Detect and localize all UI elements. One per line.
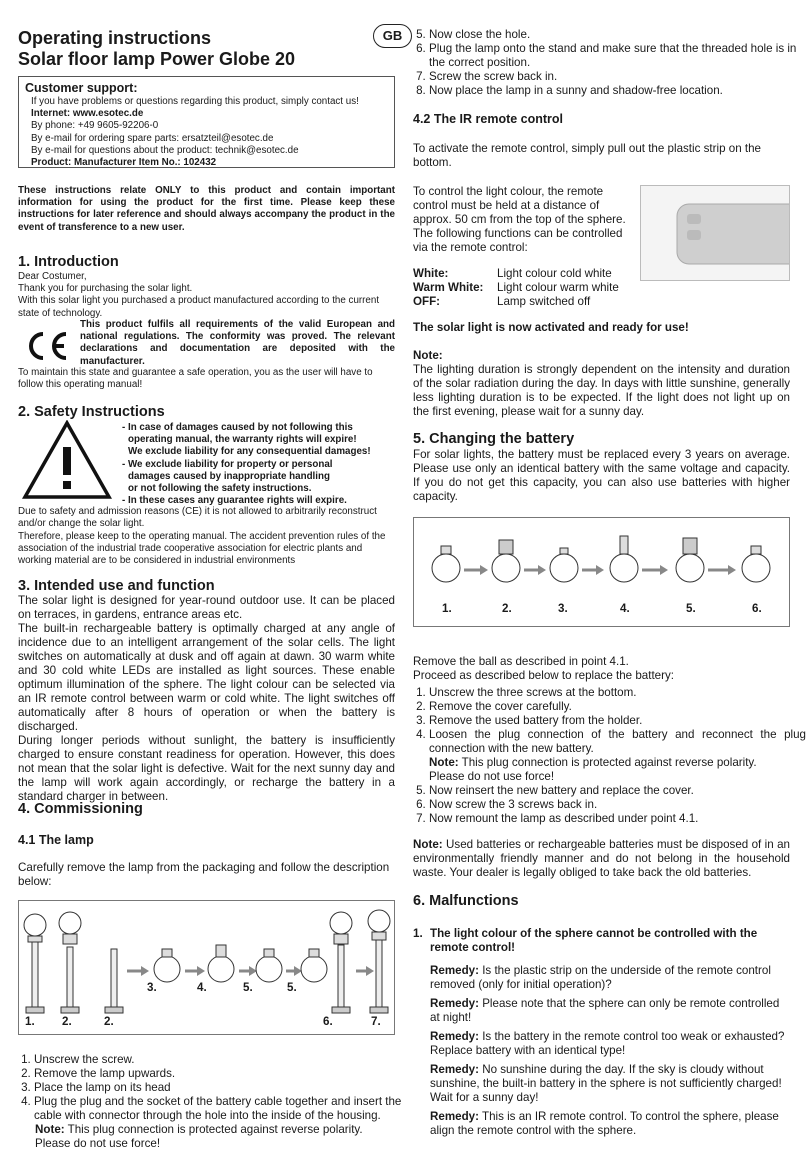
battery-heading: 5. Changing the battery bbox=[413, 431, 575, 447]
remedy-label: Remedy: bbox=[430, 964, 479, 977]
country-badge: GB bbox=[373, 24, 412, 48]
intended-p2: The built-in rechargeable battery is optimally charged at any angle of incidence due to an intelligent arrangement of the solar cells. The light switches on automatically at dusk and off again at dawn. 30 warm white and 30 cold white LEDs are installed as light sources. These enable optimum illumination of the sphere. The light colour can be selected via an IR remote control between warm or cold white. The light switches off automatically after 8 hours of operation or when the battery is discharged. bbox=[18, 622, 395, 733]
lamp-intro: Carefully remove the lamp from the packaging and follow the description below: bbox=[18, 861, 390, 888]
function-key: White: bbox=[413, 267, 449, 280]
remote-control-photo bbox=[640, 185, 790, 281]
function-value: Lamp switched off bbox=[497, 295, 591, 308]
support-spare-email: By e-mail for ordering spare parts: ersatzteil@esotec.de bbox=[31, 132, 274, 144]
remote-note-heading: Note: bbox=[413, 349, 443, 362]
battery-remove: Remove the ball as described in point 4.1. bbox=[413, 655, 629, 668]
figure-label: 2. bbox=[104, 1015, 114, 1028]
battery-step: 5. Now reinsert the new battery and replace the cover. bbox=[429, 784, 806, 798]
figure-label: 1. bbox=[442, 602, 452, 615]
figure-label: 3. bbox=[558, 602, 568, 615]
function-value: Light colour warm white bbox=[497, 281, 619, 294]
safety-bullet: - In case of damages caused by not following this bbox=[122, 422, 353, 433]
figure-label: 6. bbox=[752, 602, 762, 615]
remedy-label: Remedy: bbox=[430, 997, 479, 1010]
safety-heading: 2. Safety Instructions bbox=[18, 404, 165, 420]
lamp-step: 4. Plug the plug and the socket of the battery cable together and insert the cable with connector through the hole into the inside of the housing. bbox=[34, 1095, 411, 1123]
lamp-subheading: 4.1 The lamp bbox=[18, 833, 94, 847]
remedy: Remedy: This is an IR remote control. To control the sphere, please align the remote control with the sphere. bbox=[430, 1110, 779, 1137]
lamp-steps-continued bbox=[413, 28, 806, 98]
battery-steps-list bbox=[413, 686, 806, 756]
battery-steps-list-b bbox=[413, 784, 806, 826]
safety-bullet: - In these cases any guarantee rights will expire. bbox=[122, 495, 347, 507]
intended-use-heading: 3. Intended use and function bbox=[18, 578, 215, 594]
figure-label: 2. bbox=[62, 1015, 72, 1028]
safety-bullet: damages caused by inappropriate handling bbox=[128, 470, 330, 482]
battery-step: 3. Remove the used battery from the holder. bbox=[429, 714, 806, 728]
lamp-step: 5. Now close the hole. bbox=[429, 28, 806, 42]
remedy: Remedy: Is the battery in the remote control too weak or exhausted? Replace battery with an identical type! bbox=[430, 1030, 785, 1057]
malfunction-title: The light colour of the sphere cannot be controlled with the remote control! bbox=[430, 927, 758, 954]
malfunction-item: 1. The light colour of the sphere cannot be controlled with the remote control! bbox=[413, 927, 790, 955]
support-tech-email: By e-mail for questions about the product: technik@esotec.de bbox=[31, 144, 299, 156]
remote-p2: To control the light colour, the remote control must be held at a distance of approx. 50 cm from the top of the sphere. The following functions can be controlled via the remote control: bbox=[413, 185, 626, 254]
safety-para1: Due to safety and admission reasons (CE) it is not allowed to arbitrarily reconstruct and/or change the solar light. bbox=[18, 506, 377, 530]
page-subtitle: Solar floor lamp Power Globe 20 bbox=[18, 49, 296, 69]
figure-label: 5. bbox=[287, 981, 297, 994]
safety-bullet: We exclude liability for any consequential damages! bbox=[128, 446, 371, 458]
support-heading: Customer support: bbox=[25, 81, 138, 95]
remote-p1: To activate the remote control, simply pull out the plastic strip on the bottom. bbox=[413, 142, 761, 169]
lamp-assembly-figure bbox=[18, 900, 395, 1035]
commissioning-heading: 4. Commissioning bbox=[18, 801, 143, 817]
lamp-step-note bbox=[35, 1123, 395, 1151]
figure-label: 4. bbox=[620, 602, 630, 615]
note-text: Used batteries or rechargeable batteries must be disposed of in an environmentally friendly manner and do not belong in the household waste. Your dealer is legally obliged to take back the old batteries. bbox=[413, 838, 790, 879]
remedies-list bbox=[430, 964, 790, 1138]
remote-note: The lighting duration is strongly dependent on the intensity and duration of the solar radiation during the day. In days with little sunshine, generally less lighting duration is to be expected. If the light does not light up on the first evening, please wait for a sunny day. bbox=[413, 363, 790, 418]
note-text: This plug connection is protected against reverse polarity. Please do not use force! bbox=[35, 1123, 363, 1150]
battery-step: 7. Now remount the lamp as described under point 4.1. bbox=[429, 812, 806, 826]
figure-label: 6. bbox=[323, 1015, 333, 1028]
figure-label: 7. bbox=[371, 1015, 381, 1028]
remedy-label: Remedy: bbox=[430, 1030, 479, 1043]
support-internet: Internet: www.esotec.de bbox=[31, 108, 144, 120]
lamp-step: 3. Place the lamp on its head bbox=[34, 1081, 411, 1095]
function-row bbox=[413, 295, 637, 309]
battery-step: 2. Remove the cover carefully. bbox=[429, 700, 806, 714]
safety-bullets bbox=[122, 422, 395, 507]
function-key: OFF: bbox=[413, 295, 441, 308]
intro-closing: To maintain this state and guarantee a safe operation, you as the user will have to follow this operating manual! bbox=[18, 367, 373, 391]
lamp-step: 1. Unscrew the screw. bbox=[34, 1053, 411, 1067]
warning-triangle-icon bbox=[22, 420, 112, 500]
function-row bbox=[413, 281, 637, 295]
lamp-steps-list bbox=[18, 1053, 411, 1123]
lamp-step: 6. Plug the lamp onto the stand and make sure that the threaded hole is in the correct position. bbox=[429, 42, 806, 70]
intended-p3: During longer periods without sunlight, the battery is insufficiently charged to ensure constant readiness for operation. However, this does not mean that the solar light is defective. Wait for the next sunny day and the lamp will work again accordingly, or recharge the battery in a standard charger in between. bbox=[18, 734, 395, 803]
activated-text: The solar light is now activated and ready for use! bbox=[413, 321, 689, 334]
disposal-note bbox=[413, 838, 790, 880]
support-line: If you have problems or questions regarding this product, simply contact us! bbox=[31, 96, 359, 107]
figure-label: 2. bbox=[502, 602, 512, 615]
page-title: Operating instructions bbox=[18, 28, 212, 48]
safety-bullet: - We exclude liability for property or personal bbox=[122, 458, 333, 470]
battery-step: 4. Loosen the plug connection of the battery and reconnect the plug connection with the new battery. bbox=[429, 728, 806, 756]
remedy-label: Remedy: bbox=[430, 1063, 479, 1076]
intended-p1: The solar light is designed for year-round outdoor use. It can be placed on terraces, in gardens, entrance areas etc. bbox=[18, 594, 395, 621]
safety-bullet: or not following the safety instructions. bbox=[128, 483, 312, 495]
battery-proceed: Proceed as described below to replace the battery: bbox=[413, 669, 675, 682]
lamp-step: 2. Remove the lamp upwards. bbox=[34, 1067, 411, 1081]
remedy: Remedy: No sunshine during the day. If the sky is cloudy without sunshine, the built-in battery in the sphere is not sufficiently charged! Wait for a sunny day! bbox=[430, 1063, 782, 1104]
support-phone: By phone: +49 9605-92206-0 bbox=[31, 120, 159, 132]
safety-bullet: operating manual, the warranty rights will expire! bbox=[128, 434, 357, 446]
figure-label: 5. bbox=[243, 981, 253, 994]
malfunctions-heading: 6. Malfunctions bbox=[413, 893, 519, 909]
figure-label: 1. bbox=[25, 1015, 35, 1028]
remedy: Remedy: Please note that the sphere can only be remote controlled at night! bbox=[430, 997, 780, 1024]
figure-label: 5. bbox=[686, 602, 696, 615]
support-item-number: Product: Manufacturer Item No.: 102432 bbox=[31, 157, 217, 169]
battery-p1: For solar lights, the battery must be replaced every 3 years on average. Please use only an identical battery with the same voltage and capacity. If you do not get this capacity, you can also use batteries with higher capacity. bbox=[413, 448, 790, 503]
note-label: Note: bbox=[35, 1123, 65, 1136]
remedy: Remedy: Is the plastic strip on the underside of the remote control removed (only for initial operation)? bbox=[430, 964, 771, 991]
lamp-step: 8. Now place the lamp in a sunny and shadow-free location. bbox=[429, 84, 806, 98]
intro-notice: These instructions relate ONLY to this product and contain important information for using the product for the first time. Please keep these instructions for later reference and should always accompany the product in the event of transference to a new user. bbox=[18, 185, 395, 233]
battery-step: 1. Unscrew the three screws at the bottom. bbox=[429, 686, 806, 700]
ce-mark-icon bbox=[24, 330, 72, 362]
greeting: Dear Costumer, bbox=[18, 271, 87, 282]
note-label: Note: bbox=[429, 756, 459, 769]
safety-para2: Therefore, please keep to the operating manual. The accident prevention rules of the association of the industrial trade cooperative association for electric plants and working material are to be considered in industrial environments bbox=[18, 531, 386, 567]
remote-functions bbox=[413, 267, 637, 309]
remedy-label: Remedy: bbox=[430, 1110, 479, 1123]
intended-use-text bbox=[18, 594, 395, 804]
figure-label: 3. bbox=[147, 981, 157, 994]
thanks: Thank you for purchasing the solar light. bbox=[18, 283, 193, 295]
battery-step: 6. Now screw the 3 screws back in. bbox=[429, 798, 806, 812]
note-label: Note: bbox=[413, 838, 443, 851]
introduction-heading: 1. Introduction bbox=[18, 254, 119, 270]
customer-support-box bbox=[18, 76, 395, 168]
remote-heading: 4.2 The IR remote control bbox=[413, 112, 564, 126]
function-value: Light colour cold white bbox=[497, 267, 612, 280]
function-row bbox=[413, 267, 637, 281]
ce-text: This product fulfils all requirements of the valid European and national regulations. The conformity was proved. The relevant declarations and documentation are deposited with the manufacturer. bbox=[80, 319, 395, 367]
intro-body: With this solar light you purchased a product manufactured according to the current state of technology. bbox=[18, 295, 380, 319]
note-text: This plug connection is protected against reverse polarity. Please do not use force! bbox=[429, 756, 757, 783]
lamp-step: 7. Screw the screw back in. bbox=[429, 70, 806, 84]
battery-figure bbox=[413, 517, 790, 627]
function-key: Warm White: bbox=[413, 281, 484, 294]
introduction-text bbox=[18, 271, 395, 320]
figure-label: 4. bbox=[197, 981, 207, 994]
battery-step-note bbox=[429, 756, 790, 784]
